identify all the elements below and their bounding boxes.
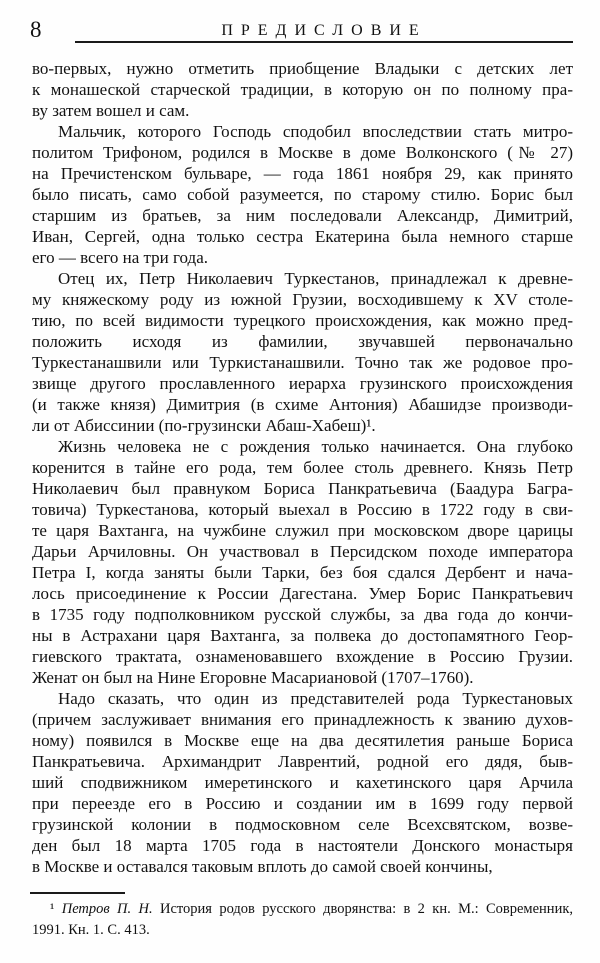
text-line: Николаевич был правнуком Бориса Панкратьевича (Баадура Багра-	[32, 479, 573, 498]
text-line: Туркестанашвили или Туркистанашвили. Точно так же родовое про-	[32, 353, 573, 372]
text-line: Женат он был на Нине Егоровне Масариановой (1707–1760).	[32, 668, 474, 687]
text-line: во-первых, нужно отметить приобщение Владыки с детских лет	[32, 59, 573, 78]
paragraph	[32, 58, 573, 121]
page-number: 8	[30, 17, 42, 42]
text-line: Петра I, когда заняты были Тарки, без боя сдался Дербент и нача-	[32, 563, 573, 582]
text-line: в 1735 году подполковником русской службы, за два года до кончи-	[32, 605, 573, 624]
text-line: политом Трифоном, родился в Москве в доме Волконского (№ 27)	[32, 143, 573, 162]
paragraph	[32, 436, 573, 688]
text-line: при переезде его в Россию и создании им в 1699 году первой	[32, 794, 573, 813]
text-line: ли от Абиссинии (по-грузински Абаш-Хабеш)¹.	[32, 416, 376, 435]
text-line: коренится в тайне его рода, тем более столь древнего. Князь Петр	[32, 458, 573, 477]
text-line: товича) Туркестанова, который выехал в Россию в 1722 году в сви-	[32, 500, 573, 519]
header-rule	[75, 41, 573, 43]
paragraph	[32, 268, 573, 436]
paragraph	[32, 688, 573, 877]
text-line: Дарьи Арчиловны. Он участвовал в Персидском походе императора	[32, 542, 573, 561]
page-title: ПРЕДИСЛОВИЕ	[221, 22, 427, 39]
text-line: Жизнь человека не с рождения только начинается. Она глубоко	[58, 437, 573, 456]
text-line: ны в Астрахани царя Вахтанга, за полвека до достопамятного Геор-	[32, 626, 573, 645]
text-line: Мальчик, которого Господь сподобил впоследствии стать митро-	[58, 122, 573, 141]
footnote-text	[32, 899, 573, 941]
text-line: му княжескому роду из южной Грузии, восходившему к XV столе-	[32, 290, 573, 309]
text-line: (причем заслуживает внимания его принадлежность к званию духов-	[32, 710, 573, 729]
text-line: лось присоединение к России Дагестана. Умер Борис Панкратьевич	[32, 584, 573, 603]
text-line: те царя Вахтанга, на чужбине служил при московском дворе царицы	[32, 521, 573, 540]
text-line: Иван, Сергей, одна только сестра Екатерина была немного старше	[32, 227, 573, 246]
footnote-separator	[30, 892, 125, 894]
text-line: ден был 18 марта 1705 года в настоятели Донского монастыря	[32, 836, 573, 855]
text-line: гиевского трактата, ознаменовавшего вхождение в Россию Грузии.	[32, 647, 573, 666]
text-line: было писать, само собой разумеется, по старому стилю. Борис был	[32, 185, 573, 204]
footnote	[32, 892, 573, 941]
text-line: в Москве и оставался таковым вплоть до самой своей кончины,	[32, 857, 493, 876]
text-line: Панкратьевича. Архимандрит Лаврентий, родной его дядя, быв-	[32, 752, 573, 771]
body-text	[32, 58, 573, 877]
footnote-citation: История родов русского дворянства: в 2 кн. М.: Современник,	[152, 901, 573, 917]
footnote-line	[32, 899, 573, 920]
text-line: ву затем вошел и сам.	[32, 101, 190, 120]
text-line: его — всего на три года.	[32, 248, 209, 267]
footnote-author: Петров П. Н.	[61, 901, 153, 917]
text-line: Отец их, Петр Николаевич Туркестанов, принадлежал к древне-	[58, 269, 573, 288]
page-header	[0, 0, 600, 43]
text-line: к монашеской старческой традиции, в которую он по полному пра-	[32, 80, 573, 99]
text-line: ший сподвижником имеретинского и кахетинского царя Арчила	[32, 773, 573, 792]
text-line: на Пречистенском бульваре, — года 1861 ноября 29, как принято	[32, 164, 573, 183]
paragraph	[32, 121, 573, 268]
text-line: грузинской колонии в подмосковном селе Всехсвятском, возве-	[32, 815, 573, 834]
text-line: (и также князя) Димитрия (в схиме Антония) Абашидзе производи-	[32, 395, 573, 414]
footnote-line: 1991. Кн. 1. С. 413.	[32, 922, 150, 938]
text-line: звище другого прославленного иерарха грузинского происхождения	[32, 374, 573, 393]
text-line: Надо сказать, что один из представителей рода Туркестановых	[58, 689, 573, 708]
text-line: положить исходя из фамилии, звучавшей первоначально	[32, 332, 573, 351]
footnote-marker: ¹	[50, 901, 62, 917]
text-line: старшим из братьев, за ним последовали Александр, Димитрий,	[32, 206, 573, 225]
text-line: тию, по всей видимости турецкого происхождения, как можно пред-	[32, 311, 573, 330]
text-line: ному) появился в Москве еще на два десятилетия раньше Бориса	[32, 731, 573, 750]
